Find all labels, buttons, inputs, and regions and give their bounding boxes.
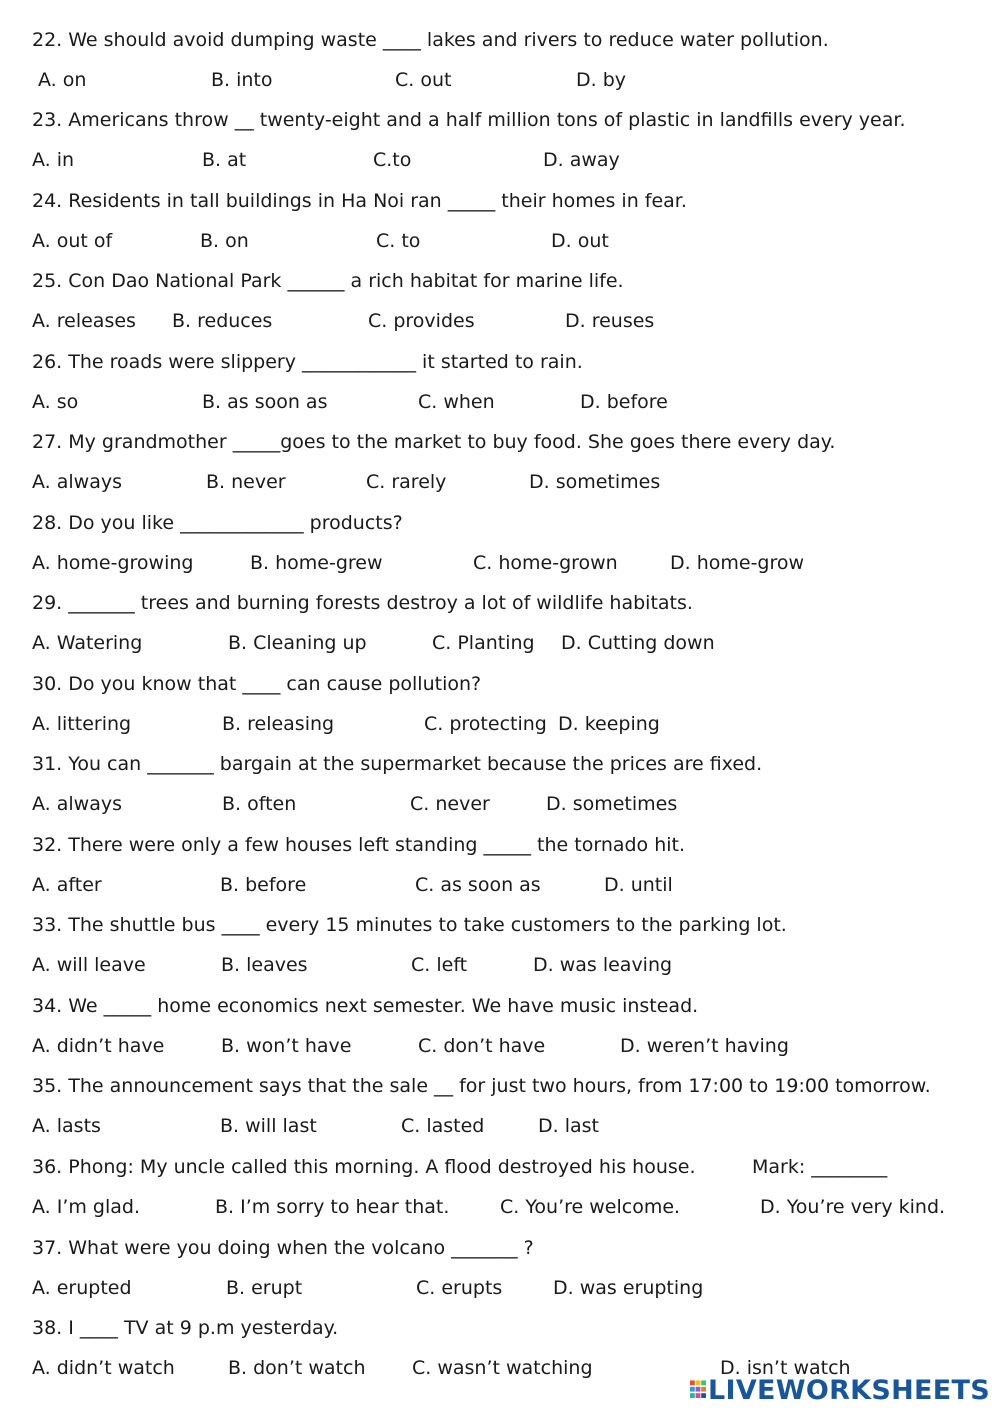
option-a[interactable]: A. erupted <box>32 1277 132 1299</box>
option-c[interactable]: C. home-grown <box>473 552 618 574</box>
question-text: 23. Americans throw __ twenty-eight and a half million tons of plastic in landfills every year. <box>32 109 906 131</box>
question-22 <box>0 20 1000 60</box>
question-text: 32. There were only a few houses left standing _____ the tornado hit. <box>32 834 686 856</box>
option-c[interactable]: C. don’t have <box>418 1035 546 1057</box>
options-row <box>0 140 1000 180</box>
option-d[interactable]: D. Cutting down <box>561 632 715 654</box>
options-row <box>0 221 1000 261</box>
option-d[interactable]: D. out <box>551 230 609 252</box>
question-text: 28. Do you like _____________ products? <box>32 512 403 534</box>
question-31 <box>0 744 1000 784</box>
option-d[interactable]: D. sometimes <box>546 793 678 815</box>
option-b[interactable]: B. at <box>202 149 247 171</box>
options-row <box>0 865 1000 905</box>
option-c[interactable]: C.to <box>373 149 412 171</box>
options-row <box>0 1106 1000 1146</box>
option-b[interactable]: B. on <box>200 230 249 252</box>
option-d[interactable]: D. sometimes <box>529 471 661 493</box>
option-a[interactable]: A. littering <box>32 713 132 735</box>
question-27 <box>0 422 1000 462</box>
option-a[interactable]: A. will leave <box>32 954 146 976</box>
question-text: 26. The roads were slippery ____________ it started to rain. <box>32 351 583 373</box>
option-b[interactable]: B. home-grew <box>250 552 383 574</box>
question-text: 33. The shuttle bus ____ every 15 minutes to take customers to the parking lot. <box>32 914 787 936</box>
option-b[interactable]: B. reduces <box>172 310 273 332</box>
question-text: 37. What were you doing when the volcano _______ ? <box>32 1237 534 1259</box>
option-d[interactable]: D. until <box>604 874 673 896</box>
question-23 <box>0 100 1000 140</box>
question-text: 38. I ____ TV at 9 p.m yesterday. <box>32 1317 339 1339</box>
option-b[interactable]: B. Cleaning up <box>228 632 367 654</box>
option-a[interactable]: A. home-growing <box>32 552 194 574</box>
option-b[interactable]: B. before <box>220 874 307 896</box>
option-b[interactable]: B. as soon as <box>202 391 328 413</box>
option-c[interactable]: C. to <box>376 230 421 252</box>
question-25 <box>0 261 1000 301</box>
option-c[interactable]: C. as soon as <box>415 874 541 896</box>
option-d[interactable]: D. reuses <box>565 310 655 332</box>
options-row <box>0 623 1000 663</box>
option-b[interactable]: B. leaves <box>221 954 308 976</box>
question-35 <box>0 1066 1000 1106</box>
question-30 <box>0 664 1000 704</box>
option-d[interactable]: D. was leaving <box>533 954 673 976</box>
options-row <box>0 543 1000 583</box>
option-a[interactable]: A. out of <box>32 230 113 252</box>
option-d[interactable]: D. home-grow <box>670 552 805 574</box>
option-d[interactable]: D. by <box>576 69 627 91</box>
question-text: 34. We _____ home economics next semester. We have music instead. <box>32 995 699 1017</box>
question-text: 22. We should avoid dumping waste ____ lakes and rivers to reduce water pollution. <box>32 29 829 51</box>
option-d[interactable]: D. isn’t watch <box>720 1357 851 1379</box>
option-d[interactable]: D. was erupting <box>553 1277 704 1299</box>
option-a[interactable]: A. I’m glad. <box>32 1196 141 1218</box>
question-34 <box>0 986 1000 1026</box>
question-text: 29. _______ trees and burning forests destroy a lot of wildlife habitats. <box>32 592 693 614</box>
option-c[interactable]: C. wasn’t watching <box>412 1357 593 1379</box>
option-b[interactable]: B. won’t have <box>221 1035 352 1057</box>
options-row <box>0 60 1000 100</box>
option-b[interactable]: B. will last <box>220 1115 317 1137</box>
liveworksheets-wordmark: LIVEWORKSHEETS <box>707 1374 990 1406</box>
option-a[interactable]: A. always <box>32 793 122 815</box>
option-c[interactable]: C. Planting <box>432 632 535 654</box>
options-row <box>0 301 1000 341</box>
option-b[interactable]: B. erupt <box>226 1277 303 1299</box>
option-b[interactable]: B. don’t watch <box>228 1357 366 1379</box>
option-c[interactable]: C. provides <box>368 310 475 332</box>
options-row <box>0 462 1000 502</box>
options-row <box>0 382 1000 422</box>
option-d[interactable]: D. weren’t having <box>620 1035 789 1057</box>
question-29 <box>0 583 1000 623</box>
option-c[interactable]: C. never <box>410 793 490 815</box>
question-33 <box>0 905 1000 945</box>
option-a[interactable]: A. didn’t watch <box>32 1357 175 1379</box>
option-b[interactable]: B. I’m sorry to hear that. <box>215 1196 450 1218</box>
option-a[interactable]: A. after <box>32 874 102 896</box>
option-c[interactable]: C. rarely <box>366 471 447 493</box>
mark-blank[interactable]: Mark: ________ <box>752 1156 888 1178</box>
option-c[interactable]: C. You’re welcome. <box>500 1196 681 1218</box>
option-b[interactable]: B. often <box>222 793 297 815</box>
option-c[interactable]: C. erupts <box>416 1277 503 1299</box>
option-a[interactable]: A. lasts <box>32 1115 101 1137</box>
option-d[interactable]: D. You’re very kind. <box>760 1196 946 1218</box>
option-d[interactable]: D. away <box>543 149 620 171</box>
options-row <box>0 1187 1000 1227</box>
liveworksheets-brand <box>690 1372 990 1408</box>
question-text: 30. Do you know that ____ can cause pollution? <box>32 673 482 695</box>
option-d[interactable]: D. last <box>538 1115 599 1137</box>
option-a[interactable]: A. so <box>32 391 79 413</box>
option-d[interactable]: D. before <box>580 391 668 413</box>
option-d[interactable]: D. keeping <box>558 713 660 735</box>
option-c[interactable]: C. lasted <box>401 1115 485 1137</box>
option-a[interactable]: A. Watering <box>32 632 143 654</box>
option-c[interactable]: C. out <box>395 69 452 91</box>
options-row <box>0 784 1000 824</box>
question-24 <box>0 181 1000 221</box>
question-36 <box>0 1147 1000 1187</box>
question-38 <box>0 1308 1000 1348</box>
option-c[interactable]: C. left <box>411 954 468 976</box>
options-row <box>0 1268 1000 1308</box>
option-a[interactable]: A. on <box>38 69 87 91</box>
option-a[interactable]: A. in <box>32 149 75 171</box>
option-c[interactable]: C. protecting <box>424 713 547 735</box>
question-text: 24. Residents in tall buildings in Ha Noi ran _____ their homes in fear. <box>32 190 687 212</box>
options-row <box>0 704 1000 744</box>
question-text: 25. Con Dao National Park ______ a rich habitat for marine life. <box>32 270 624 292</box>
liveworksheets-logo-icon <box>690 1376 706 1404</box>
question-text: 31. You can _______ bargain at the supermarket because the prices are fixed. <box>32 753 763 775</box>
question-32 <box>0 825 1000 865</box>
option-a[interactable]: A. always <box>32 471 122 493</box>
question-text: 35. The announcement says that the sale __ for just two hours, from 17:00 to 19:00 tomorrow. <box>32 1075 931 1097</box>
question-text: 27. My grandmother _____goes to the market to buy food. She goes there every day. <box>32 431 836 453</box>
question-28 <box>0 503 1000 543</box>
question-37 <box>0 1228 1000 1268</box>
question-text: 36. Phong: My uncle called this morning. A flood destroyed his house. <box>32 1156 696 1178</box>
option-a[interactable]: A. releases <box>32 310 136 332</box>
options-row <box>0 1026 1000 1066</box>
option-b[interactable]: B. never <box>206 471 286 493</box>
option-a[interactable]: A. didn’t have <box>32 1035 165 1057</box>
question-26 <box>0 342 1000 382</box>
option-c[interactable]: C. when <box>418 391 495 413</box>
options-row <box>0 945 1000 985</box>
option-b[interactable]: B. releasing <box>222 713 335 735</box>
option-b[interactable]: B. into <box>211 69 273 91</box>
